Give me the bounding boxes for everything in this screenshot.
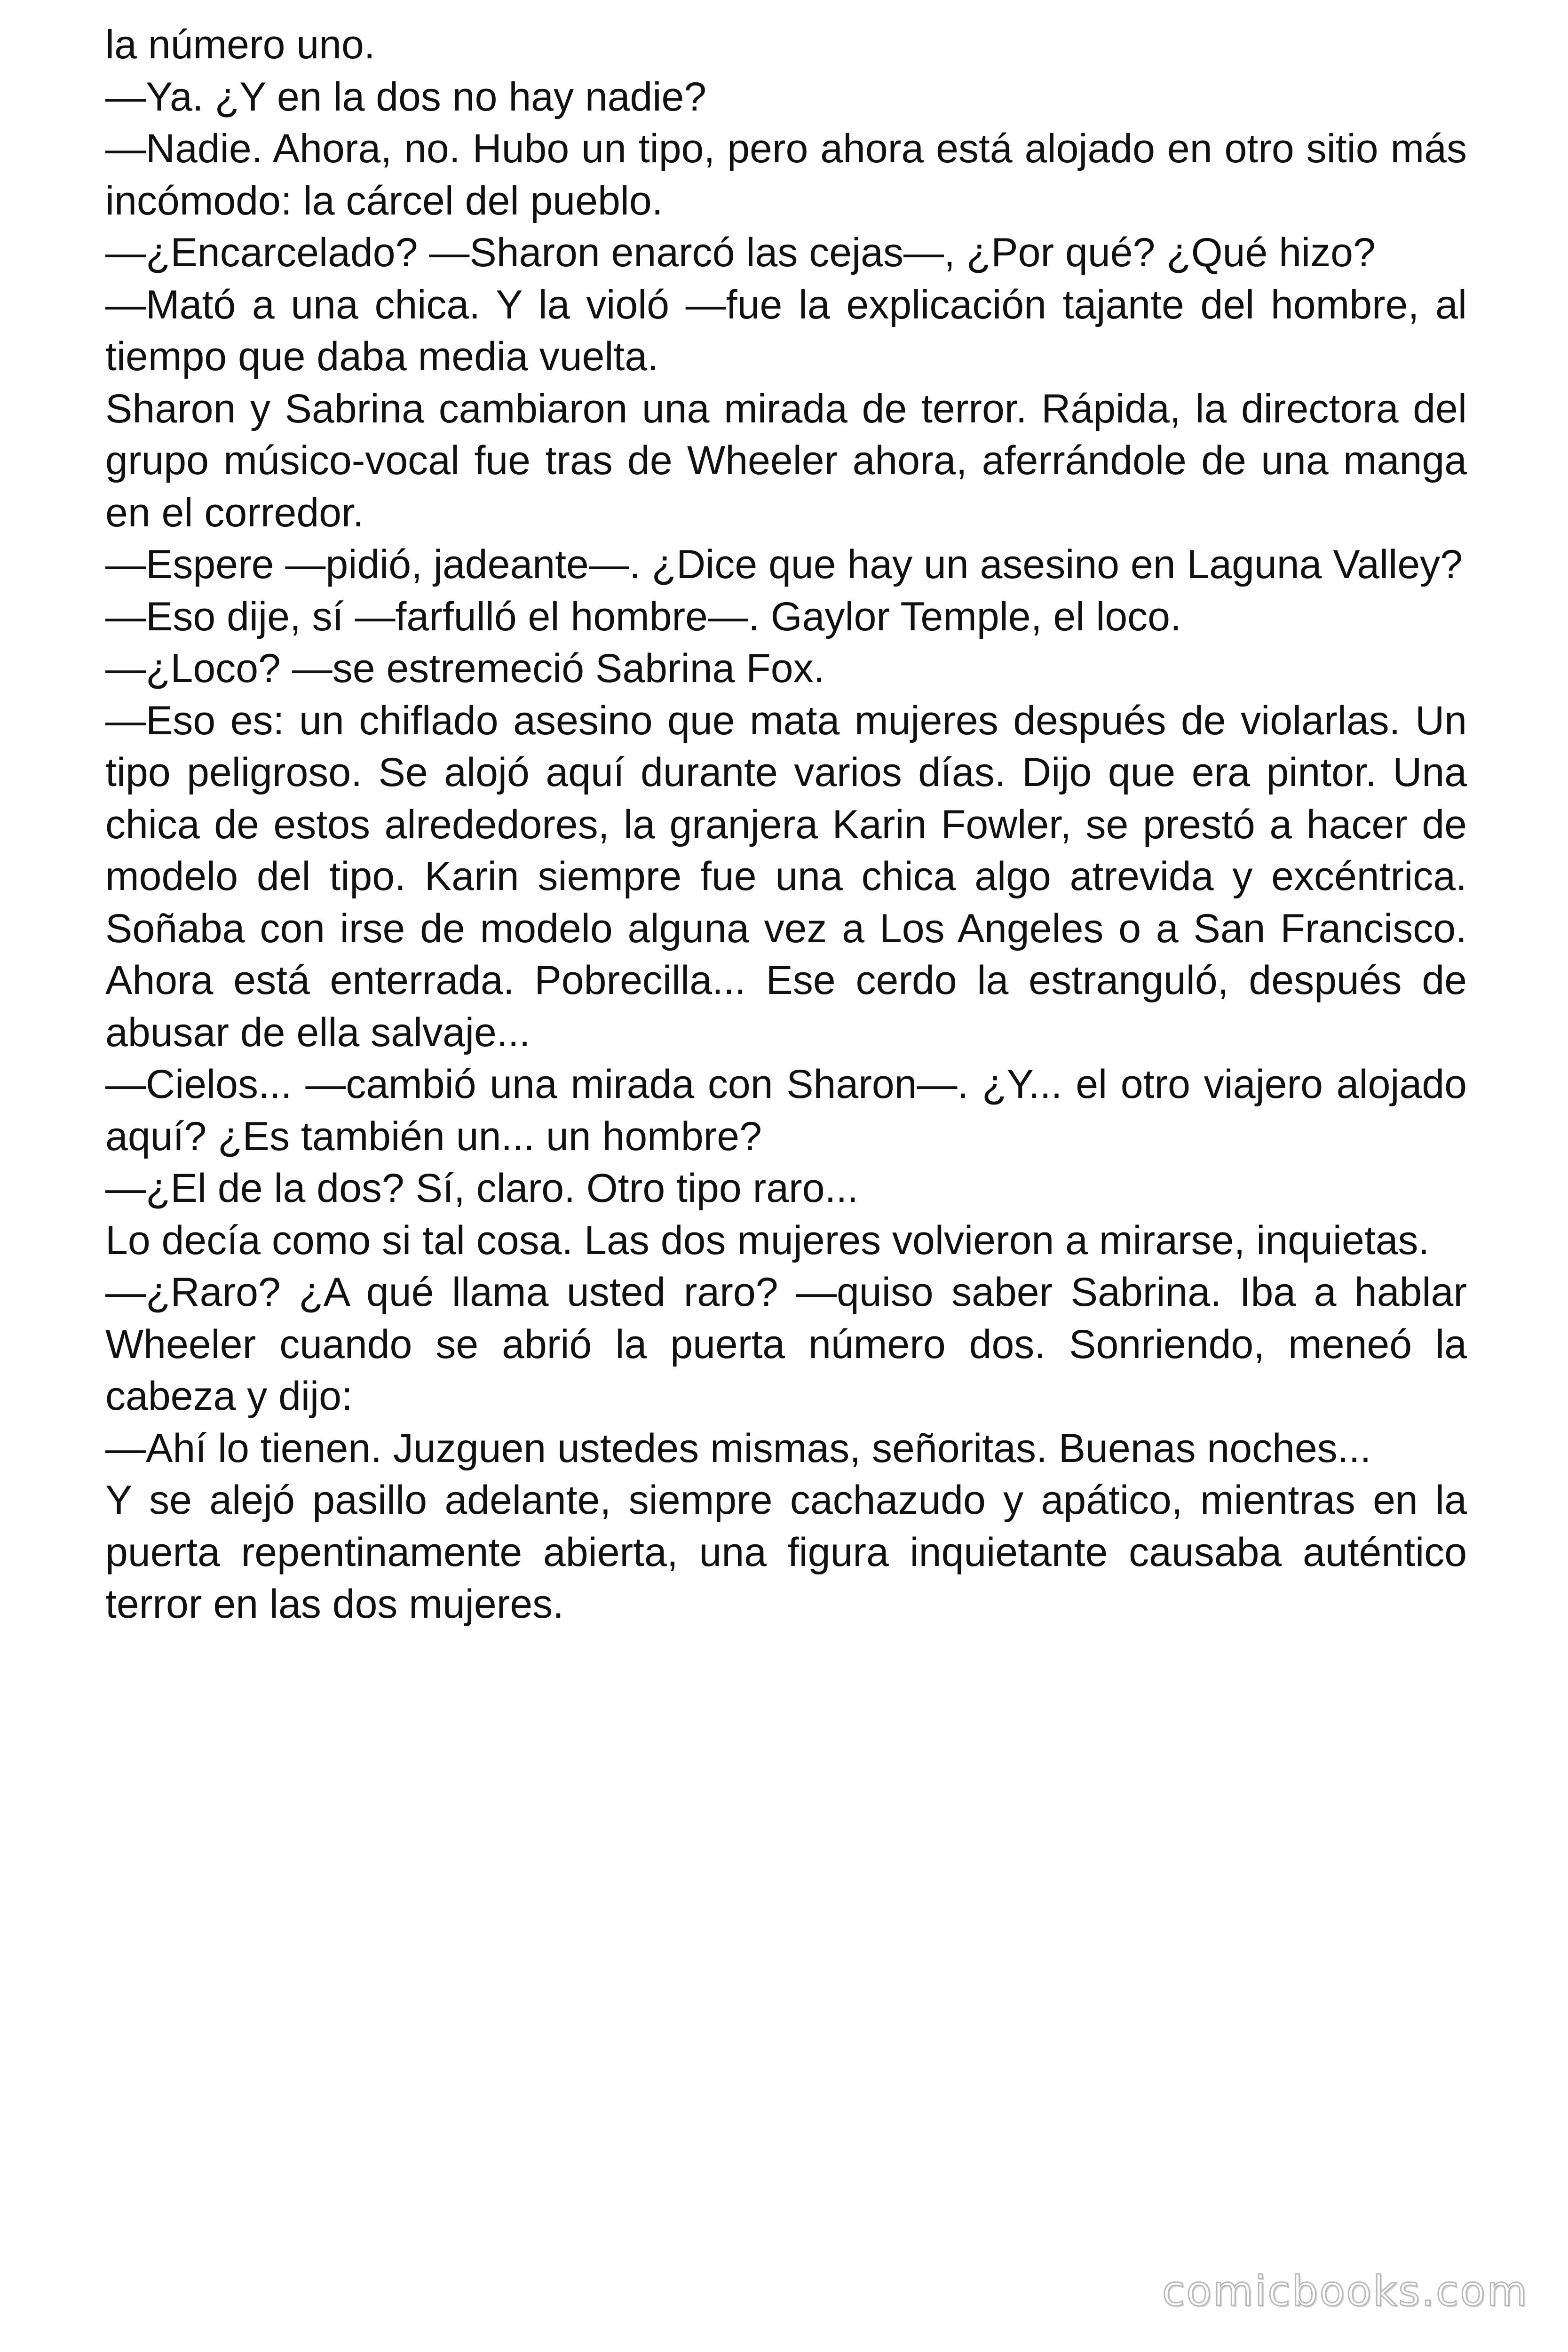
paragraph: la número uno. <box>105 22 375 67</box>
paragraph: —¿El de la dos? Sí, claro. Otro tipo raro... <box>105 1166 859 1211</box>
paragraph: Y se alejó pasillo adelante, siempre cachazudo y apático, mientras en la puerta repentinamente abierta, una figura inquietante causaba auténtico terror en las dos mujeres. <box>105 1478 1467 1627</box>
paragraph: —¿Loco? —se estremeció Sabrina Fox. <box>105 646 825 691</box>
paragraph: —Espere —pidió, jadeante—. ¿Dice que hay un asesino en Laguna Valley? <box>105 542 1463 587</box>
paragraph: —Nadie. Ahora, no. Hubo un tipo, pero ahora está alojado en otro sitio más incómodo: la cárcel del pueblo. <box>105 126 1467 223</box>
paragraph: —Eso es: un chiflado asesino que mata mujeres después de violarlas. Un tipo peligroso. Se alojó aquí durante varios días. Dijo que era pintor. Una chica de estos alrededores, la granjera Karin Fowler, se prestó a hacer de modelo del tipo. Karin siempre fue una chica algo atrevida y excéntrica. Soñaba con irse de modelo alguna vez a Los Angeles o a San Francisco. Ahora está enterrada. Pobrecilla... Ese cerdo la estranguló, después de abusar de ella salvaje... <box>105 698 1467 1055</box>
paragraph: —Ya. ¿Y en la dos no hay nadie? <box>105 74 707 119</box>
paragraph: —Ahí lo tienen. Juzguen ustedes mismas, señoritas. Buenas noches... <box>105 1425 1371 1471</box>
paragraph: —Cielos... —cambió una mirada con Sharon—. ¿Y... el otro viajero alojado aquí? ¿Es también un... un hombre? <box>105 1062 1467 1159</box>
paragraph: Lo decía como si tal cosa. Las dos mujeres volvieron a mirarse, inquietas. <box>105 1217 1430 1263</box>
paragraph: —Eso dije, sí —farfulló el hombre—. Gaylor Temple, el loco. <box>105 594 1181 639</box>
page-text <box>105 19 1467 1630</box>
paragraph: —Mató a una chica. Y la violó —fue la explicación tajante del hombre, al tiempo que daba media vuelta. <box>105 282 1467 379</box>
watermark: comicbooks.com <box>1162 2267 1528 2315</box>
paragraph: Sharon y Sabrina cambiaron una mirada de terror. Rápida, la directora del grupo músico-vocal fue tras de Wheeler ahora, aferrándole de una manga en el corredor. <box>105 386 1467 535</box>
paragraph: —¿Raro? ¿A qué llama usted raro? —quiso saber Sabrina. Iba a hablar Wheeler cuando se abrió la puerta número dos. Sonriendo, meneó la cabeza y dijo: <box>105 1270 1467 1419</box>
paragraph: —¿Encarcelado? —Sharon enarcó las cejas—, ¿Por qué? ¿Qué hizo? <box>105 230 1376 275</box>
